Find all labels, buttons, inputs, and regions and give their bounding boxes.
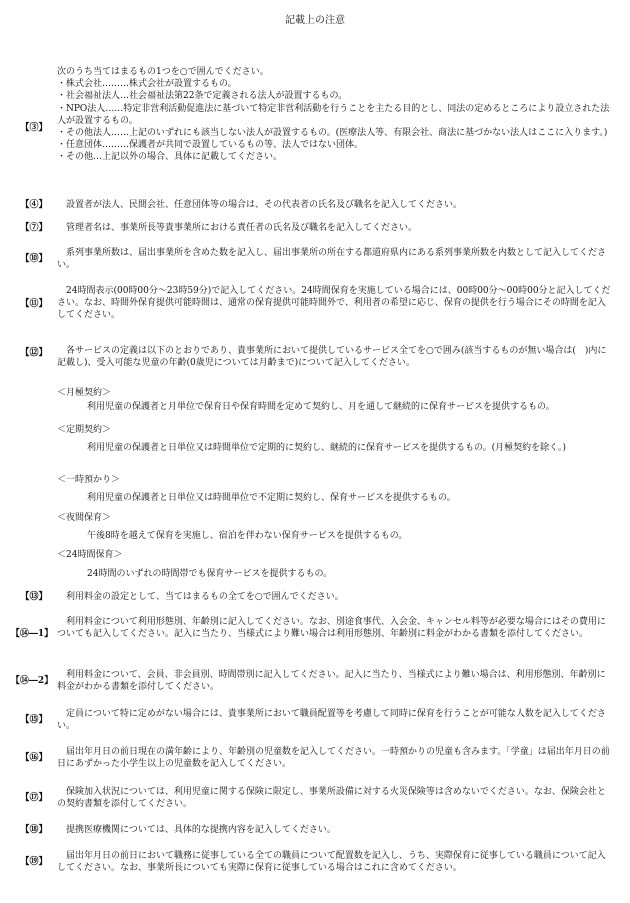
option-line: ・その他法人……上記のいずれにも該当しない法人が設置するもの。(医療法人等、有限会社、商法に基づかない法人はここに入ります。) bbox=[57, 128, 608, 139]
section-text: 届出年月日の前日において職務に従事している全ての職員について配置数を記入し、うち、実際保育に従事している職員について記入してください。なお、事業所長についても実際に保育に従事している場合はこれに含めてください。 bbox=[57, 851, 606, 874]
service-text: 利用児童の保護者と日単位又は時間単位で定期的に契約し、継続的に保育サービスを提供するもの。(月極契約を除く。) bbox=[87, 443, 566, 454]
service-text: 利用児童の保護者と月単位で保育日や保育時間を定めて契約し、月を通して継続的に保育サービスを提供するもの。 bbox=[87, 402, 555, 413]
section-label: 【⑦】 bbox=[20, 223, 48, 233]
section-text: 保険加入状況については、利用児童に関する保険に限定し、事業所設備に対する火災保険等は含めないでください。なお、保険会社との契約書類を添付してください。 bbox=[57, 787, 606, 810]
section-text: 利用料金について、会員、非会員別、時間帯別に記入してください。記入に当たり、当様式により難い場合は、利用形態別、年齢別に料金がわかる書類を添付してください。 bbox=[57, 670, 606, 693]
option-line: ・任意団体………保護者が共同で設置しているもの等、法人ではない団体。 bbox=[57, 140, 364, 151]
section-label: 【⑫】 bbox=[20, 348, 48, 358]
service-heading: ＜24時間保育＞ bbox=[57, 550, 123, 560]
section-label: 【⑩】 bbox=[20, 254, 48, 264]
service-text: 午後8時を越えて保育を実施し、宿泊を伴わない保育サービスを提供するもの。 bbox=[87, 531, 408, 542]
service-heading: ＜定期契約＞ bbox=[57, 425, 112, 435]
section-text: 届出年月日の前日現在の満年齢により、年齢別の児童数を記入してください。一時預かりの児童も含みます。「学童」は届出年月日の前日にあずかった小学生以上の児童数を記入してください。 bbox=[57, 747, 610, 770]
instruction-line: 次のうち当てはまるもの1つを○で囲んでください。 bbox=[57, 67, 269, 77]
section-label: 【⑲】 bbox=[20, 857, 48, 867]
section-text: 利用料金の設定として、当てはまるもの全てを○で囲んでください。 bbox=[66, 592, 344, 602]
section-label: 【⑪】 bbox=[20, 299, 48, 309]
option-line: ・社会福祉法人…社会福祉法第22条で定義される法人が設置するもの。 bbox=[57, 91, 348, 102]
section-text: 設置者が法人、民間会社、任意団体等の場合は、その代表者の氏名及び職名を記入してください。 bbox=[66, 200, 463, 210]
service-text: 利用児童の保護者と日単位又は時間単位で不定期に契約し、保育サービスを提供するもの。 bbox=[87, 493, 456, 504]
page-title: 記載上の注意 bbox=[285, 15, 345, 26]
section-text: 管理者名は、事業所長等貴事業所における責任者の氏名及び職名を記入してください。 bbox=[66, 223, 418, 233]
section-body bbox=[57, 66, 614, 164]
section-label: 【⑬】 bbox=[20, 592, 48, 602]
section-label: 【⑯】 bbox=[20, 753, 48, 763]
section-3 bbox=[0, 66, 630, 186]
section-label: 【⑭―2】 bbox=[10, 676, 54, 686]
section-label: 【⑮】 bbox=[20, 715, 48, 725]
section-label: 【⑭―1】 bbox=[10, 629, 54, 639]
option-line: ・その他…上記以外の場合、具体に記載してください。 bbox=[57, 152, 283, 163]
section-label: 【③】 bbox=[20, 123, 48, 133]
section-label: 【④】 bbox=[20, 200, 48, 210]
service-heading: ＜一時預かり＞ bbox=[57, 475, 121, 485]
service-heading: ＜夜間保育＞ bbox=[57, 513, 112, 523]
section-label: 【⑰】 bbox=[20, 793, 48, 803]
section-text: 定員について特に定めがない場合には、貴事業所において職員配置等を考慮して同時に保育を行うことが可能な人数を記入してください。 bbox=[57, 709, 606, 732]
section-text: 系列事業所数は、届出事業所を含めた数を記入し、届出事業所の所在する都道府県内にある系列事業所数を内数として記入してください。 bbox=[57, 248, 607, 271]
option-line: ・株式会社………株式会社が設置するもの。 bbox=[57, 79, 237, 90]
option-line: ・NPO法人……特定非営利活動促進法に基づいて特定非営利活動を行うことを主たる目的とし、同法の定めるところにより設立された法人が設置するもの。 bbox=[57, 103, 610, 126]
section-text: 提携医療機関については、具体的な提携内容を記入してください。 bbox=[66, 825, 336, 835]
section-text: 各サービスの定義は以下のとおりであり、貴事業所において提供しているサービス全てを○で囲み(該当するものが無い場合は( )内に記載し)、受入可能な児童の年齢(0歳児については月齢まで)について記入してください。 bbox=[57, 346, 607, 369]
service-text: 24時間のいずれの時間帯でも保育サービスを提供するもの。 bbox=[87, 569, 333, 580]
section-text: 24時間表示(00時00分～23時59分)で記入してください。24時間保育を実施している場合には、00時00分～00時00分と記入してください。なお、時間外保育提供可能時間は、通常の保育提供可能時間外で、利用者の希望に応じ、保育の提供を行う場合にその時間を記入してください。 bbox=[57, 286, 611, 321]
section-text: 利用料金について利用形態別、年齢別に記入してください。なお、別途食事代、入会金、キャンセル料等が必要な場合にはその費用についても記入してください。記入に当たり、当様式により難い場合は利用形態別、年齢別に料金がわかる書類を添付してください。 bbox=[57, 617, 606, 640]
service-heading: ＜月極契約＞ bbox=[57, 388, 112, 398]
section-label: 【⑱】 bbox=[20, 825, 48, 835]
